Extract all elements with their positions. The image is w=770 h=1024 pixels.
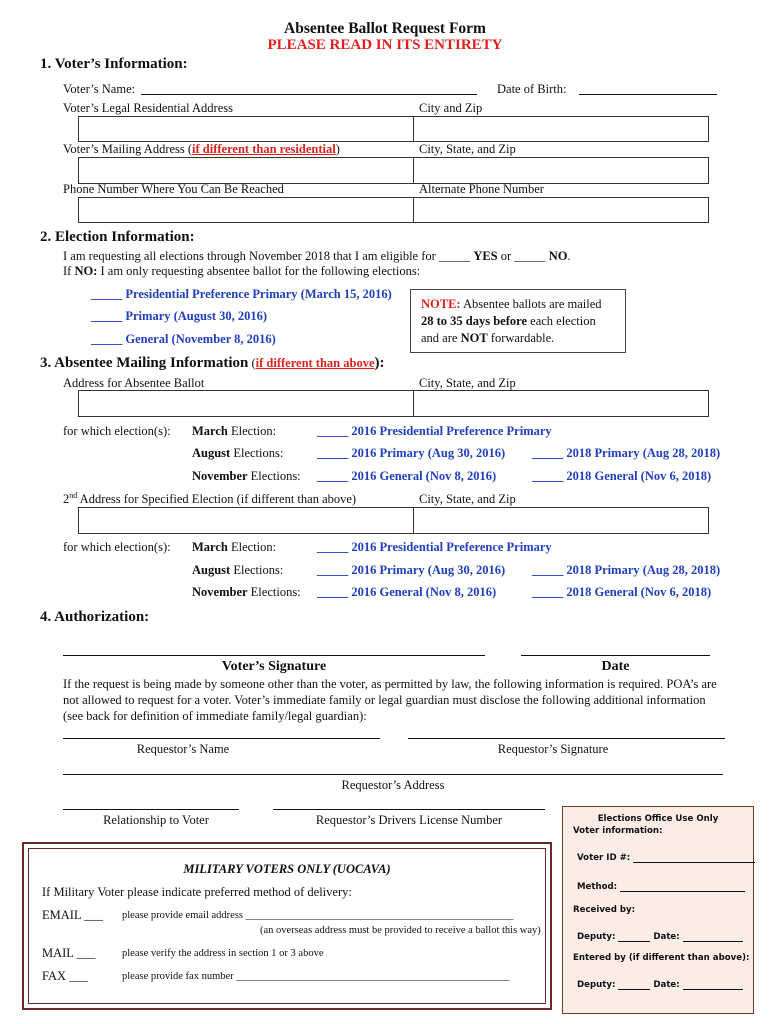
office-entered-by: Entered by (if different than above): <box>573 953 750 963</box>
residential-city-zip-field[interactable] <box>413 116 709 142</box>
option-2016-primary-2[interactable]: _____ 2016 Primary (Aug 30, 2016) <box>317 563 506 577</box>
march-label-2: March Election: <box>192 540 277 554</box>
office-voter-id[interactable]: Voter ID #: <box>577 853 755 863</box>
office-title: Elections Office Use Only <box>597 814 719 824</box>
dob-label: Date of Birth: <box>497 82 567 96</box>
for-which-label-1: for which election(s): <box>63 424 171 438</box>
form-title: Absentee Ballot Request Form <box>284 20 486 37</box>
requestor-name-label: Requestor’s Name <box>136 742 230 756</box>
requestor-address-label: Requestor’s Address <box>341 778 445 792</box>
office-deputy-date-1[interactable]: Deputy: Date: <box>577 932 743 942</box>
option-2018-primary-2[interactable]: _____ 2018 Primary (Aug 28, 2018) <box>532 563 721 577</box>
august-label-2: August Elections: <box>192 563 284 577</box>
option-2018-general-2[interactable]: _____ 2018 General (Nov 6, 2018) <box>532 585 712 599</box>
alt-phone-field[interactable] <box>413 197 709 223</box>
dob-field[interactable] <box>579 94 717 95</box>
option-general-2016[interactable]: _____ General (November 8, 2016) <box>91 332 276 346</box>
fax-option[interactable]: FAX ___ <box>42 969 88 983</box>
requestor-signature-field[interactable] <box>408 738 725 739</box>
absentee-city-label: City, State, and Zip <box>419 376 516 390</box>
relationship-label: Relationship to Voter <box>103 813 209 827</box>
phone-label: Phone Number Where You Can Be Reached <box>63 182 284 196</box>
email-option[interactable]: EMAIL ___ <box>42 908 103 922</box>
option-2016-general-2[interactable]: _____ 2016 General (Nov 8, 2016) <box>317 585 497 599</box>
section-1-heading: 1. Voter’s Information: <box>40 56 188 72</box>
license-number-field[interactable] <box>273 809 545 810</box>
for-which-label-2: for which election(s): <box>63 540 171 554</box>
office-method[interactable]: Method: <box>577 882 745 892</box>
if-no-instruction: If NO: I am only requesting absentee ballot for the following elections: <box>63 264 421 278</box>
march-label-1: March Election: <box>192 424 277 438</box>
absentee-city-field[interactable] <box>413 390 709 417</box>
second-city-label: City, State, and Zip <box>419 492 516 506</box>
absentee-address-field[interactable] <box>78 390 415 417</box>
email-address-field[interactable]: please provide email address ___________________________________________________ <box>122 910 514 921</box>
option-2018-primary-1[interactable]: _____ 2018 Primary (Aug 28, 2018) <box>532 446 721 460</box>
mail-option[interactable]: MAIL ___ <box>42 946 96 960</box>
city-zip-label: City and Zip <box>419 101 483 115</box>
option-2016-ppp-2[interactable]: _____ 2016 Presidential Preference Primary <box>317 540 552 554</box>
office-voter-info: Voter information: <box>573 826 663 836</box>
form-subtitle: PLEASE READ IN ITS ENTIRETY <box>267 37 503 53</box>
residential-address-label: Voter’s Legal Residential Address <box>63 101 233 115</box>
military-title: MILITARY VOTERS ONLY (UOCAVA) <box>183 862 391 876</box>
requestor-name-field[interactable] <box>63 738 380 739</box>
option-2018-general-1[interactable]: _____ 2018 General (Nov 6, 2018) <box>532 469 712 483</box>
mailing-address-field[interactable] <box>78 157 415 184</box>
residential-address-field[interactable] <box>78 116 415 142</box>
mailing-note: NOTE: Absentee ballots are mailed 28 to 35 days before each election and are NOT forwardable. <box>410 289 626 353</box>
august-label-1: August Elections: <box>192 446 284 460</box>
military-intro: If Military Voter please indicate preferred method of delivery: <box>42 885 352 899</box>
fax-number-field[interactable]: please provide fax number ____________________________________________________ <box>122 971 510 982</box>
second-address-field[interactable] <box>78 507 415 534</box>
mailing-address-label: Voter’s Mailing Address (if different than residential) <box>63 142 340 156</box>
overseas-note: (an overseas address must be provided to receive a ballot this way) <box>260 925 541 936</box>
office-deputy-date-2[interactable]: Deputy: Date: <box>577 980 743 990</box>
section-4-heading: 4. Authorization: <box>40 609 150 625</box>
mail-verify-text: please verify the address in section 1 or 3 above <box>122 948 324 959</box>
second-address-label: 2nd Address for Specified Election (if different than above) <box>63 491 357 507</box>
relationship-field[interactable] <box>63 809 239 810</box>
option-2016-general-1[interactable]: _____ 2016 General (Nov 8, 2016) <box>317 469 497 483</box>
office-received-by: Received by: <box>573 905 636 915</box>
november-label-2: November Elections: <box>192 585 301 599</box>
mailing-city-label: City, State, and Zip <box>419 142 516 156</box>
license-number-label: Requestor’s Drivers License Number <box>315 813 503 827</box>
signature-date-field[interactable] <box>521 655 710 656</box>
section-3-heading: 3. Absentee Mailing Information (if different than above): <box>40 355 385 371</box>
second-city-field[interactable] <box>413 507 709 534</box>
date-label: Date <box>601 659 630 674</box>
option-presidential-preference-primary[interactable]: _____ Presidential Preference Primary (March 15, 2016) <box>91 287 392 301</box>
military-voters-box <box>22 842 552 1010</box>
requestor-instructions: If the request is being made by someone other than the voter, as permitted by law, the following information is required. POA’s are not allowed to request for a voter. Voter’s immediate family or legal guardian must disclose the following additional information (see back for definition of immediate family/legal guardian): <box>63 677 717 723</box>
all-elections-question: I am requesting all elections through November 2018 that I am eligible for _____ YES or _____ NO. <box>63 249 571 263</box>
voter-name-label: Voter’s Name: <box>63 82 136 96</box>
option-2016-primary-1[interactable]: _____ 2016 Primary (Aug 30, 2016) <box>317 446 506 460</box>
mailing-city-field[interactable] <box>413 157 709 184</box>
office-use-box <box>562 806 754 1014</box>
phone-field[interactable] <box>78 197 415 223</box>
requestor-signature-label: Requestor’s Signature <box>497 742 609 756</box>
option-primary-2016[interactable]: _____ Primary (August 30, 2016) <box>91 309 268 323</box>
voter-signature-field[interactable] <box>63 655 485 656</box>
option-2016-ppp-1[interactable]: _____ 2016 Presidential Preference Primary <box>317 424 552 438</box>
voter-signature-label: Voter’s Signature <box>221 659 327 674</box>
voter-name-field[interactable] <box>141 94 477 95</box>
mailing-address-note: if different than residential <box>192 142 336 156</box>
requestor-address-field[interactable] <box>63 774 723 775</box>
alt-phone-label: Alternate Phone Number <box>419 182 544 196</box>
absentee-address-label: Address for Absentee Ballot <box>63 376 205 390</box>
november-label-1: November Elections: <box>192 469 301 483</box>
section-2-heading: 2. Election Information: <box>40 229 195 245</box>
